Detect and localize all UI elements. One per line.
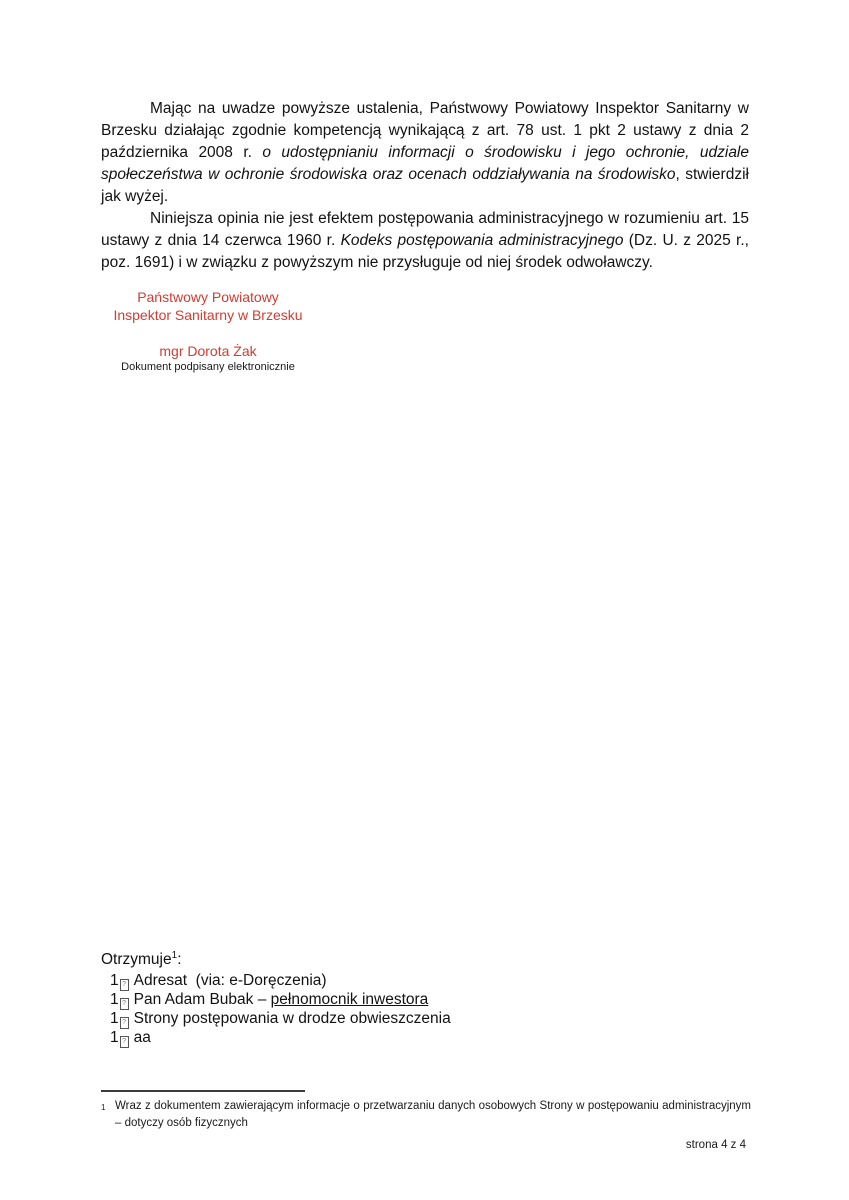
list-item-text: Pan Adam Bubak – — [133, 991, 271, 1009]
list-item — [110, 1010, 451, 1029]
list-marker-digit: 1 — [110, 1029, 119, 1047]
distribution-items — [110, 972, 451, 1048]
paragraph-text: (Dz. U. z 2025 r., poz. 1691) i w związku z powyższym nie przysługuje od niej środek odwoławczy. — [101, 232, 749, 271]
missing-glyph-box: ? — [120, 998, 129, 1010]
missing-glyph-box: ? — [120, 1017, 129, 1029]
e-signature-note: Dokument podpisany elektronicznie — [121, 361, 295, 373]
act-title-italic: o udostępnianiu informacji o środowisku i jego ochronie, udziale społeczeństwa w ochronie środowiska oraz ocenach oddziaływania na środowisko — [101, 144, 750, 183]
paragraph-text: Niniejsza opinia nie jest efektem postępowania administracyjnego w rozumieniu art. 15 ustawy z dnia 14 czerwca 1960 r. — [101, 210, 749, 249]
missing-glyph-box: ? — [120, 1036, 129, 1048]
distribution-header — [101, 946, 451, 970]
distribution-header-colon: : — [177, 951, 182, 969]
distribution-header-text: Otrzymuje — [101, 951, 172, 969]
page-number: strona 4 z 4 — [685, 1139, 746, 1151]
list-item-text: aa — [133, 1029, 151, 1047]
signature-org-line2: Inspektor Sanitarny w Brzesku — [113, 307, 303, 323]
signature-block — [101, 288, 315, 374]
distribution-list — [101, 946, 451, 1048]
document-body — [101, 98, 749, 374]
footnote — [101, 1098, 751, 1132]
footnote-text: Wraz z dokumentem zawierającym informacje o przetwarzaniu danych osobowych Strony w postępowaniu administracyjnym – dotyczy osób fizycznych — [115, 1100, 751, 1129]
footnote-reference: 1 — [171, 950, 178, 961]
missing-glyph-box: ? — [120, 979, 129, 991]
list-item-text: Adresat (via: e-Doręczenia) — [133, 972, 327, 990]
list-item-underlined-text: pełnomocnik inwestora — [270, 991, 429, 1009]
list-item — [110, 991, 451, 1010]
footnote-marker: 1 — [101, 1103, 106, 1112]
footnote-separator — [101, 1090, 305, 1092]
list-marker-digit: 1 — [110, 972, 119, 990]
signer-name: mgr Dorota Żak — [159, 343, 257, 359]
paragraph-legal-basis — [101, 98, 749, 208]
list-item-text: Strony postępowania w drodze obwieszczenia — [133, 1010, 451, 1028]
list-marker-digit: 1 — [110, 1010, 119, 1028]
list-marker-digit: 1 — [110, 991, 119, 1009]
list-item — [110, 1029, 451, 1048]
signature-org-line1: Państwowy Powiatowy — [137, 289, 279, 305]
act-title-italic: Kodeks postępowania administracyjnego — [340, 232, 624, 249]
paragraph-text: , stwierdził jak wyżej. — [101, 166, 749, 205]
list-item — [110, 972, 451, 991]
paragraph-text: Mając na uwadze powyższe ustalenia, Państwowy Powiatowy Inspektor Sanitarny w Brzesku działając zgodnie kompetencją wynikającą z art. 78 ust. 1 pkt 2 ustawy z dnia 2 października 2008 r. — [101, 100, 749, 161]
paragraph-opinion-note — [101, 208, 749, 274]
